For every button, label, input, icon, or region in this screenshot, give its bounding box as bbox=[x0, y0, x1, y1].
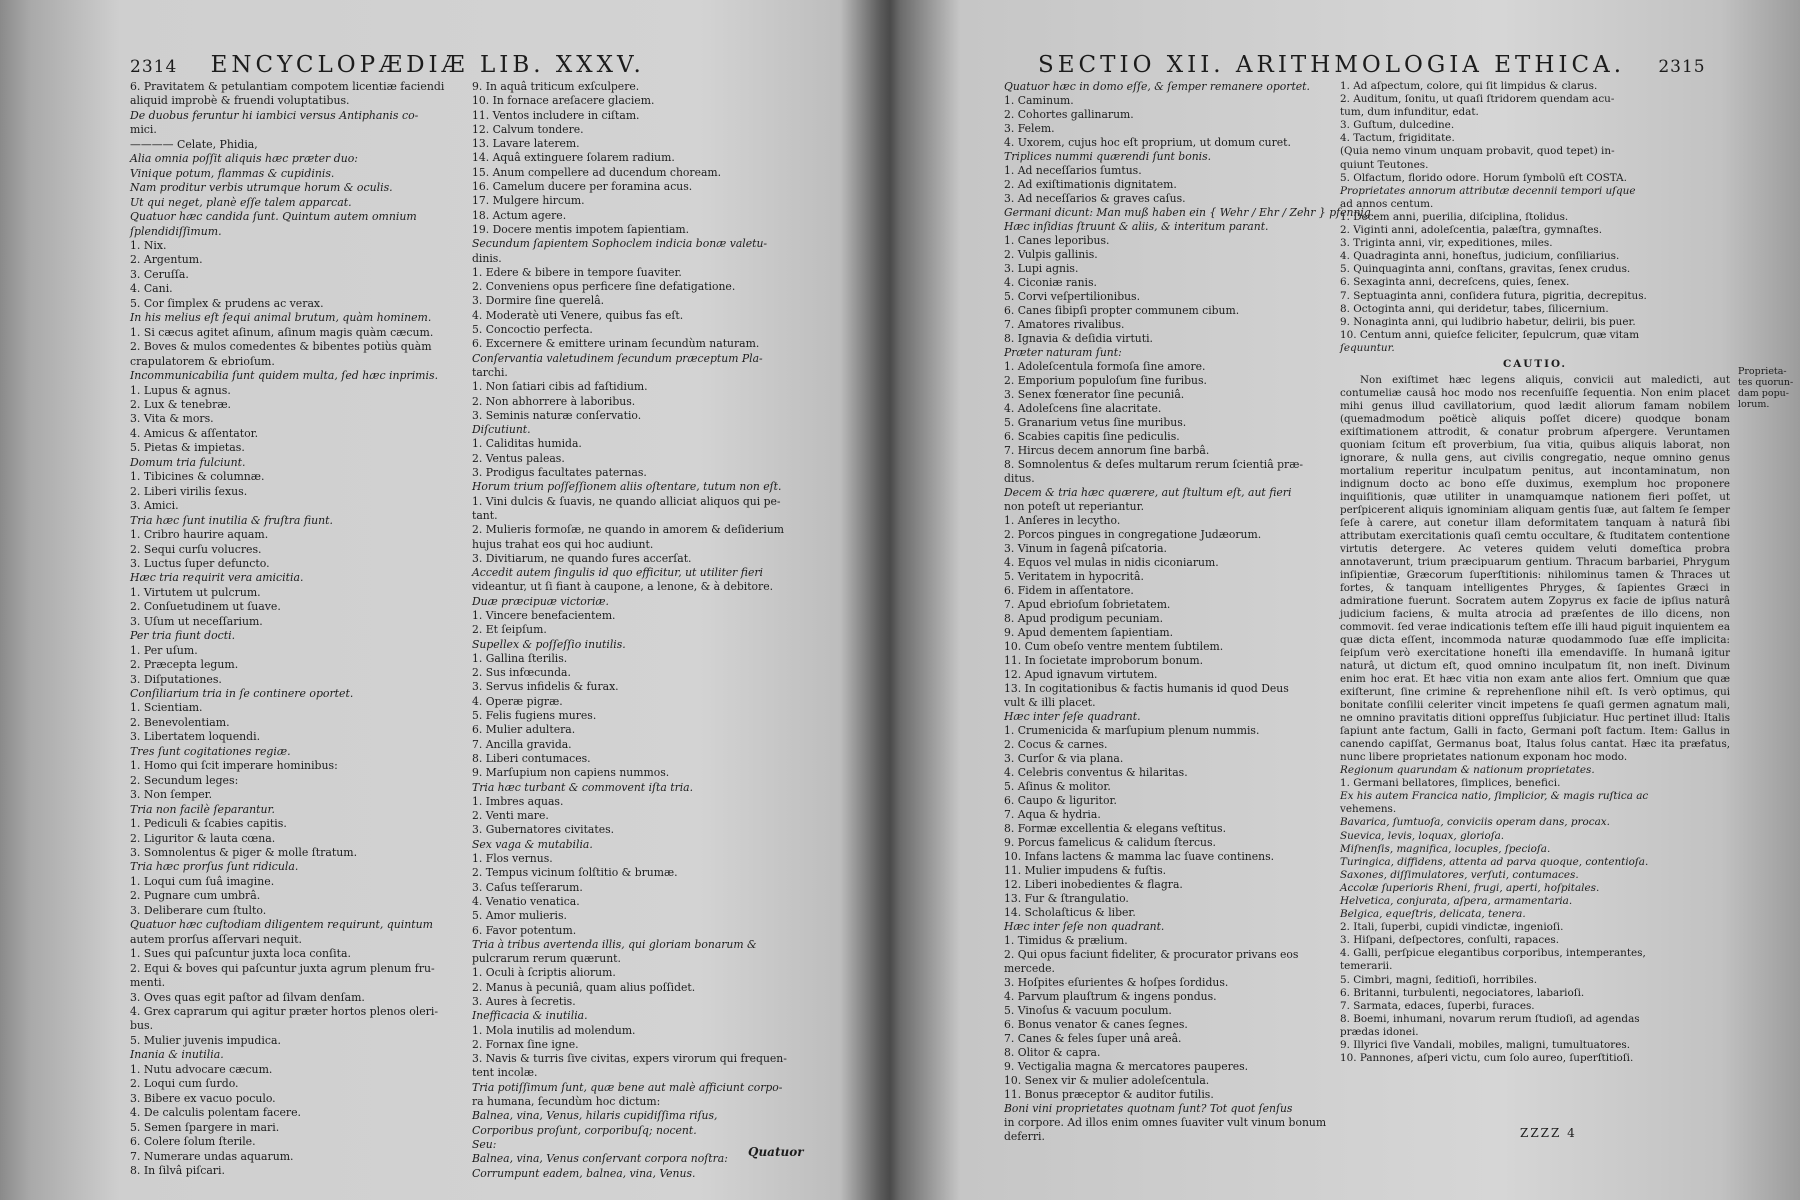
text-line: 1. Tibicines & columnæ. bbox=[130, 470, 265, 484]
text-line: 3. Bibere ex vacuo poculo. bbox=[130, 1091, 276, 1105]
text-line: 6. Fidem in aſſentatore. bbox=[1004, 584, 1134, 597]
text-line: 11. Mulier impudens & fuſtis. bbox=[1004, 864, 1167, 877]
catchword: Quatuor bbox=[748, 1145, 804, 1159]
text-line: 2. Tempus vicinum ſolſtitio & brumæ. bbox=[472, 866, 678, 880]
text-line: Tria hæc prorſus ſunt ridicula. bbox=[130, 860, 299, 874]
text-line: 1. Scientiam. bbox=[130, 701, 203, 715]
text-line: 5. Veritatem in hypocritâ. bbox=[1004, 570, 1144, 583]
text-line: 4. Galli, perſpicue elegantibus corporibus, intemperantes, bbox=[1340, 947, 1646, 960]
text-line: (Quia nemo vinum unquam probavit, quod tepet) in- bbox=[1340, 145, 1615, 158]
text-line: Alia omnia poſſit aliquis hæc præter duo: bbox=[130, 152, 358, 166]
text-line: 2. Benevolentiam. bbox=[130, 715, 230, 729]
text-line: ſequuntur. bbox=[1340, 341, 1395, 354]
text-line: Nam proditur verbis utrumque horum & oculis. bbox=[130, 181, 393, 195]
text-line: 1. Gallina ſterilis. bbox=[472, 651, 568, 665]
text-line: 5. Concoctio perfecta. bbox=[472, 323, 593, 337]
text-line: 6. Canes ſibipſi propter communem cibum. bbox=[1004, 304, 1240, 317]
text-line: 3. Lupi agnis. bbox=[1004, 262, 1079, 275]
cautio-title: CAUTIO. bbox=[1502, 357, 1568, 370]
text-line: 8. Olitor & capra. bbox=[1004, 1046, 1101, 1059]
text-line: Sex vaga & mutabilia. bbox=[472, 837, 593, 851]
text-line: 2. Sequi curſu volucres. bbox=[130, 542, 262, 556]
text-line: 2. Manus à pecuniâ, quam alius poſſidet. bbox=[472, 980, 696, 994]
text-line: 15. Anum compellere ad ducendum choream. bbox=[472, 165, 722, 179]
text-line: deferri. bbox=[1004, 1130, 1045, 1143]
text-line: Suevica, levis, loquax, glorioſa. bbox=[1340, 829, 1505, 842]
text-line: 1. Flos vernus. bbox=[472, 852, 553, 866]
text-line: 1. Edere & bibere in tempore ſuaviter. bbox=[472, 265, 682, 279]
text-line: Domum tria fulciunt. bbox=[130, 455, 246, 469]
text-line: 7. Ancilla gravida. bbox=[472, 737, 572, 751]
text-line: 10. Centum anni, quieſce feliciter, ſepulcrum, quæ vitam bbox=[1340, 328, 1640, 341]
text-line: Conſiliarium tria in ſe continere oportet. bbox=[130, 687, 354, 701]
text-line: Conſervantia valetudinem ſecundum præceptum Pla- bbox=[472, 351, 763, 365]
text-line: 8. Formæ excellentia & elegans veſtitus. bbox=[1004, 822, 1227, 835]
text-line: 8. Ignavia & deſidia virtuti. bbox=[1004, 332, 1153, 345]
text-line: dam popu- bbox=[1738, 388, 1789, 399]
text-line: 2. Non abhorrere à laboribus. bbox=[472, 394, 636, 408]
text-line: 3. Seminis naturæ conſervatio. bbox=[472, 408, 642, 422]
text-line: Tres ſunt cogitationes regiæ. bbox=[130, 744, 291, 758]
text-line: ad annos centum. bbox=[1340, 197, 1434, 210]
text-line: 3. Aures à ſecretis. bbox=[472, 995, 576, 1008]
text-line: 4. Adoleſcens ſine alacritate. bbox=[1004, 402, 1162, 415]
right-page bbox=[900, 0, 1800, 1200]
text-line: 9. Porcus famelicus & calidum ſtercus. bbox=[1004, 836, 1216, 849]
text-line: ditus. bbox=[1004, 472, 1035, 485]
text-line: 5. Corvi veſpertilionibus. bbox=[1004, 290, 1141, 303]
text-line: Tria à tribus avertenda illis, qui gloriam bonarum & bbox=[472, 937, 757, 951]
text-line: 7. Sarmata, edaces, ſuperbi, furaces. bbox=[1340, 999, 1535, 1012]
left-column-2 bbox=[472, 80, 812, 1181]
text-line: 10. Infans lactens & mamma lac ſuave continens. bbox=[1004, 850, 1275, 863]
text-line: non poteſt ut reperiantur. bbox=[1004, 500, 1145, 513]
text-line: 2. Cocus & carnes. bbox=[1004, 738, 1108, 751]
text-line: Balnea, vina, Venus, hilaris cupidiſſima riſus, bbox=[472, 1109, 718, 1123]
text-line: tes quorun- bbox=[1738, 377, 1794, 388]
text-line: 1. Timidus & prælium. bbox=[1004, 934, 1128, 947]
text-line: 1. Crumenicida & marſupium plenum nummis. bbox=[1004, 724, 1260, 737]
text-line: 5. Semen ſpargere in mari. bbox=[130, 1120, 280, 1134]
right-head-title: SECTIO XII. ARITHMOLOGIA ETHICA. bbox=[1038, 52, 1626, 78]
left-page bbox=[0, 0, 880, 1200]
text-line: Duæ præcipuæ victoriæ. bbox=[472, 594, 609, 608]
text-line: 8. In ſilvâ piſcari. bbox=[130, 1163, 225, 1177]
text-line: 7. Septuaginta anni, conſidera futura, pigritia, decrepitus. bbox=[1340, 289, 1647, 302]
text-line: 2. Et ſeipſum. bbox=[472, 623, 547, 637]
signature-mark: ZZZZ 4 bbox=[1520, 1126, 1577, 1140]
text-line: bus. bbox=[130, 1019, 154, 1033]
text-line: Corporibus proſunt, corporibuſq; nocent. bbox=[472, 1123, 697, 1137]
text-line: 4. Uxorem, cujus hoc eſt proprium, ut domum curet. bbox=[1004, 136, 1291, 149]
text-line: 1. Nix. bbox=[130, 238, 167, 252]
text-line: 4. Venatio venatica. bbox=[472, 894, 580, 908]
text-line: 1. Anſeres in lecytho. bbox=[1004, 514, 1121, 527]
text-line: Ex his autem Francica natio, ſimplicior, & magis ruſtica ac bbox=[1340, 790, 1649, 803]
text-line: 2. Fornax ſine igne. bbox=[472, 1037, 579, 1051]
text-line: 3. Diſputationes. bbox=[130, 672, 222, 686]
text-line: 2. Auditum, ſonitu, ut quaſi ſtridorem quendam acu- bbox=[1340, 93, 1615, 106]
text-line: 2. Argentum. bbox=[130, 253, 203, 267]
text-line: Saxones, diſſimulatores, verſuti, contumaces. bbox=[1340, 868, 1579, 881]
text-line: 5. Pietas & impietas. bbox=[130, 441, 245, 455]
text-line: 7. Apud ebrioſum ſobrietatem. bbox=[1004, 598, 1171, 611]
text-line: 5. Amor mulieris. bbox=[472, 909, 567, 923]
text-line: Miſnenſis, magnifica, locuples, ſpecioſa. bbox=[1340, 842, 1551, 855]
text-line: 2. Conveniens opus perficere ſine defatigatione. bbox=[472, 280, 736, 294]
text-line: 3. Deliberare cum ſtulto. bbox=[130, 903, 267, 917]
text-line: 2. Præcepta legum. bbox=[130, 658, 239, 672]
text-line: Balnea, vina, Venus conſervant corpora noſtra: bbox=[472, 1152, 728, 1166]
text-line: quiunt Teutones. bbox=[1340, 158, 1429, 171]
text-line: Horum trium poſſeſſionem aliis oſtentare, tutum non eſt. bbox=[472, 480, 782, 494]
nations-list bbox=[1340, 764, 1730, 1065]
text-line: 4. Tactum, frigiditate. bbox=[1340, 132, 1455, 145]
text-line: 5. Aſinus & molitor. bbox=[1004, 780, 1111, 793]
text-line: 4. Operæ pigræ. bbox=[472, 694, 563, 708]
text-line: tent incolæ. bbox=[472, 1066, 538, 1080]
text-line: 8. Apud prodigum pecuniam. bbox=[1004, 612, 1164, 625]
text-line: 6. Colere ſolum ſterile. bbox=[130, 1135, 256, 1149]
text-line: Vinique potum, flammas & cupidinis. bbox=[130, 166, 335, 180]
text-line: 19. Docere mentis impotem ſapientiam. bbox=[472, 222, 690, 236]
text-line: in corpore. Ad illos enim omnes ſuaviter vult vinum bonum bbox=[1004, 1116, 1327, 1129]
text-line: 11. In ſocietate improborum bonum. bbox=[1004, 654, 1204, 667]
text-line: 2. Mulieris formoſæ, ne quando in amorem & deſiderium bbox=[472, 523, 785, 537]
text-line: Tria hæc ſunt inutilia & fruſtra fiunt. bbox=[130, 513, 334, 527]
text-line: 1. Homo qui ſcit imperare hominibus: bbox=[130, 759, 338, 773]
text-line: tant. bbox=[472, 508, 498, 522]
text-line: 2. Venti mare. bbox=[472, 809, 549, 823]
text-line: 3. Vita & mors. bbox=[130, 412, 214, 426]
text-line: 7. Canes & feles ſuper unâ areâ. bbox=[1004, 1032, 1182, 1045]
left-column-1 bbox=[130, 80, 465, 1178]
text-line: 4. Moderatè uti Venere, quibus fas eſt. bbox=[472, 308, 684, 322]
text-line: 13. In cogitationibus & factis humanis id quod Deus bbox=[1004, 682, 1289, 695]
text-line: Inania & inutilia. bbox=[130, 1048, 224, 1062]
text-line: Quatuor hæc in domo eſſe, & ſemper remanere oportet. bbox=[1004, 80, 1310, 93]
text-line: 18. Actum agere. bbox=[472, 208, 567, 222]
text-line: Corrumpunt eadem, balnea, vina, Venus. bbox=[472, 1166, 696, 1180]
text-line: 3. Luctus ſuper defuncto. bbox=[130, 556, 270, 570]
right-column-2 bbox=[1340, 80, 1730, 1065]
text-line: dinis. bbox=[472, 251, 502, 265]
text-line: 1. Ad neceſſarios ſumtus. bbox=[1004, 164, 1142, 177]
text-line: Proprietates annorum attributæ decennii tempori uſque bbox=[1340, 184, 1636, 197]
text-line: 3. Caſus teſſerarum. bbox=[472, 880, 583, 894]
text-line: 3. Servus infidelis & furax. bbox=[472, 680, 619, 694]
text-line: 3. Ceruſſa. bbox=[130, 267, 189, 281]
text-line: 1. Vincere benefacientem. bbox=[472, 608, 616, 622]
text-line: 5. Quinquaginta anni, conſtans, gravitas, ſenex crudus. bbox=[1340, 263, 1631, 276]
text-line: ra humana, ſecundùm hoc dictum: bbox=[472, 1095, 661, 1109]
text-line: 7. Aqua & hydria. bbox=[1004, 808, 1101, 821]
text-line: aliquid improbè & fruendi voluptatibus. bbox=[130, 94, 350, 108]
text-line: lorum. bbox=[1738, 399, 1770, 410]
text-line: ———— Celate, Phidia, bbox=[130, 137, 258, 151]
text-line: Accolæ ſuperioris Rheni, frugi, aperti, hoſpitales. bbox=[1340, 881, 1600, 894]
text-line: 17. Mulgere hircum. bbox=[472, 194, 585, 208]
text-line: prædas idonei. bbox=[1340, 1025, 1419, 1038]
text-line: 4. Amicus & aſſentator. bbox=[130, 426, 259, 440]
text-line: 2. Pugnare cum umbrâ. bbox=[130, 889, 261, 903]
text-line: 6. Favor potentum. bbox=[472, 923, 577, 937]
text-line: menti. bbox=[130, 976, 166, 990]
text-line: 9. In aquâ triticum exſculpere. bbox=[472, 80, 640, 93]
text-line: 3. Curſor & via plana. bbox=[1004, 752, 1124, 765]
text-line: 1. Pediculi & ſcabies capitis. bbox=[130, 817, 287, 831]
text-line: 4. Ciconiæ ranis. bbox=[1004, 276, 1097, 289]
text-line: 8. Octoginta anni, qui deridetur, tabes, ſilicernium. bbox=[1340, 302, 1609, 315]
text-line: 2. Liberi virilis ſexus. bbox=[130, 484, 248, 498]
text-line: 1. Imbres aquas. bbox=[472, 794, 564, 808]
text-line: vehemens. bbox=[1340, 803, 1397, 816]
text-line: 8. Somnolentus & deſes multarum rerum ſcientiâ præ- bbox=[1004, 458, 1303, 471]
years-list bbox=[1340, 80, 1730, 355]
text-line: Tria hæc turbant & commovent iſta tria. bbox=[472, 780, 694, 794]
text-line: autem prorſus aſſervari nequit. bbox=[130, 932, 302, 946]
text-line: 9. Apud dementem ſapientiam. bbox=[1004, 626, 1174, 639]
text-line: 4. De calculis polentam facere. bbox=[130, 1106, 302, 1120]
cautio-text: Non exiſtimet hæc legens aliquis, convicii aut maledicti, aut contumeliæ causâ hoc modo nos recenſuiſſe ſequentia. Non enim placet mihi genus illud cavillatorium, quod lædit aliorum famam nobilem (quemadmodum poëticè aliquis poſſet dicere) quodque bonam exiſtimationem attrodit, & conatur probrum aſpergere. Veruntamen quoniam ſcitum eſt proverbium, ſua vitia, quibus aliquis laborat, non ignorare, & nulla gens, aut civilis congregatio, neque omnino genus mortalium reperitur inculpatum penitus, aut incontaminatum, non indignum docto ac bono eſſe duximus, exemplum hoc proponere inquiſitionis, quæ utiliter in unamquamque nationem fieri poſſet, ut perſpicerent aliquis ignominiam aliquam gentis ſuæ, aut ſaltem ſe ſemper ſeſe à carere, aut conetur illam deformitatem tanquam à naturâ ſibi attributam exercitationis quaſi cemtu occultare, & ſtuditatem contentione virtutis detergere. Ac veteres quidem veluti domeſtica probra annotaverunt, trium præcipuarum gentium. Thracum barbariei, Phrygum inſipientiæ, Græcorum ſuperſtitionis: nihilominus tamen & Thraces ut fortes, & tanquam intelligentes Phryges, & ſapientes Græci in admiratione fuerunt. Socratem autem Zopyrus ex facie de ipſius naturâ judicium faciens, & multa atrocia ad præſentes de illo dicens, non commovit. ſed verae indicationis teſtem eſſe illi haud piguit inquientem ea quæ dicta eſſent, incommoda naturæ quodammodo ſuæ eſſe implicita: ſeipſum verò exercitatione honeſti illa emendaviſſe. In humanâ igitur naturâ, ut dictum eſt, quod omnino inculpatum ſit, non ineſt. Divinum enim hoc erat. Et hæc vitia non exam ante alios fert. Omnium que quæ exiſterunt, ſine crimine & reprehenſione nihil eſt. Is verò optimus, qui bonitate conſilii celeriter vincit impetens ſe quaſi germen agnatum mali, ne omnino pravitatis ditioni oppreſſus ſubjiciatur. Huc pertinet illud: Italis ſapiunt ante factum, Galli in facto, Germani poſt factum. Item: Gallus in canendo capiſſat, Germanus boat, Italus ſolus cantat. Hæc ita præfatus, nunc libere proprietates nationum exponam hoc modo. bbox=[1340, 374, 1730, 764]
text-line: Quatuor hæc candida ſunt. Quintum autem omnium bbox=[130, 210, 417, 224]
text-line: 1. Mola inutilis ad molendum. bbox=[472, 1023, 636, 1037]
text-line: Hæc inter ſeſe non quadrant. bbox=[1004, 920, 1165, 933]
margin-note bbox=[1738, 366, 1793, 410]
text-line: 3. Triginta anni, vir, expeditiones, miles. bbox=[1340, 237, 1553, 250]
text-line: 11. Ventos includere in ciſtam. bbox=[472, 108, 640, 122]
text-line: Præter naturam ſunt: bbox=[1004, 346, 1122, 359]
text-line: 2. Qui opus faciunt fideliter, & procurator privans eos bbox=[1004, 948, 1299, 961]
text-line: 1. Vini dulcis & ſuavis, ne quando alliciat aliquos qui pe- bbox=[472, 494, 781, 508]
text-line: Accedit autem ſingulis id quo efficitur, ut utiliter fieri bbox=[472, 566, 763, 580]
text-line: 2. Loqui cum ſurdo. bbox=[130, 1077, 239, 1091]
text-line: 2. Ventus paleas. bbox=[472, 451, 565, 465]
right-running-head bbox=[1038, 52, 1706, 78]
text-line: 2. Porcos pingues in congregatione Judæorum. bbox=[1004, 528, 1262, 541]
text-line: Helvetica, conjurata, aſpera, armamentaria. bbox=[1340, 895, 1573, 907]
text-line: 6. Britanni, turbulenti, negociatores, labarioſi. bbox=[1340, 986, 1585, 999]
text-line: 3. Vinum in ſagenâ piſcatoria. bbox=[1004, 542, 1167, 555]
text-line: Turingica, diffidens, attenta ad parva quoque, contentioſa. bbox=[1340, 855, 1649, 868]
text-line: 2. Sus infœcunda. bbox=[472, 666, 571, 680]
text-line: 5. Granarium vetus ſine muribus. bbox=[1004, 416, 1187, 429]
text-line: videantur, ut ſi fiant à caupone, a lenone, & à debitore. bbox=[472, 580, 774, 594]
text-line: Belgica, equeſtris, delicata, tenera. bbox=[1340, 908, 1526, 921]
text-line: 3. Prodigus facultates paternas. bbox=[472, 466, 647, 480]
text-line: 4. Parvum plauſtrum & ingens pondus. bbox=[1004, 990, 1217, 1003]
text-line: 3. Uſum ut neceſſarium. bbox=[130, 614, 263, 628]
text-line: 12. Calvum tondere. bbox=[472, 122, 584, 136]
text-line: Supellex & poſſeſſio inutilis. bbox=[472, 637, 626, 651]
text-line: 14. Aquâ extinguere ſolarem radium. bbox=[472, 151, 675, 165]
text-line: 3. Ad neceſſarios & graves caſus. bbox=[1004, 192, 1186, 205]
text-line: 2. Secundum leges: bbox=[130, 773, 239, 787]
text-line: 1. Lupus & agnus. bbox=[130, 383, 231, 397]
left-page-number: 2314 bbox=[130, 57, 178, 77]
text-line: Inefficacia & inutilia. bbox=[472, 1009, 588, 1023]
text-line: 1. Cribro haurire aquam. bbox=[130, 528, 269, 542]
text-line: 1. Loqui cum ſuâ imagine. bbox=[130, 874, 275, 888]
text-line: 3. Libertatem loquendi. bbox=[130, 730, 261, 744]
text-line: Tria potiſſimum ſunt, quæ bene aut malè afficiunt corpo- bbox=[472, 1080, 783, 1094]
text-line: 4. Equos vel mulas in nidis ciconiarum. bbox=[1004, 556, 1219, 569]
text-line: 2. Itali, ſuperbi, cupidi vindictæ, ingenioſi. bbox=[1340, 921, 1564, 934]
text-line: 6. Sexaginta anni, decreſcens, quies, ſenex. bbox=[1340, 276, 1570, 289]
text-line: mici. bbox=[130, 123, 157, 137]
text-line: 2. Liguritor & lauta cœna. bbox=[130, 831, 276, 845]
text-line: 1. Caliditas humida. bbox=[472, 437, 582, 451]
text-line: Seu: bbox=[472, 1137, 497, 1151]
text-line: 1. Adoleſcentula formoſa ſine amore. bbox=[1004, 360, 1206, 373]
text-line: 12. Liberi inobedientes & flagra. bbox=[1004, 878, 1183, 891]
text-line: 5. Felis fugiens mures. bbox=[472, 709, 597, 723]
text-line: 13. Fur & ſtrangulatio. bbox=[1004, 892, 1129, 905]
text-line: Incommunicabilia ſunt quidem multa, ſed hæc inprimis. bbox=[130, 369, 439, 383]
text-line: 5. Cimbri, magni, ſeditioſi, horribiles. bbox=[1340, 973, 1537, 986]
text-line: 6. Excernere & emittere urinam ſecundùm naturam. bbox=[472, 337, 760, 351]
text-line: 3. Guſtum, dulcedine. bbox=[1340, 119, 1455, 132]
text-line: 8. Liberi contumaces. bbox=[472, 751, 591, 765]
text-line: 1. Non ſatiari cibis ad faſtidium. bbox=[472, 380, 648, 394]
left-running-head bbox=[130, 52, 645, 78]
text-line: 1. Oculi à ſcriptis aliorum. bbox=[472, 966, 616, 980]
text-line: 1. Virtutem ut pulcrum. bbox=[130, 585, 261, 599]
text-line: 2. Lux & tenebræ. bbox=[130, 397, 232, 411]
text-line: 5. Cor ſimplex & prudens ac verax. bbox=[130, 296, 324, 310]
text-line: tarchi. bbox=[472, 365, 508, 379]
text-line: 12. Apud ignavum virtutem. bbox=[1004, 668, 1158, 681]
text-line: 7. Hircus decem annorum ſine barbâ. bbox=[1004, 444, 1210, 457]
text-line: 2. Emporium populoſum ſine furibus. bbox=[1004, 374, 1207, 387]
text-line: Secundum ſapientem Sophoclem indicia bonæ valetu- bbox=[472, 237, 768, 251]
text-line: 9. Illyrici ſive Vandali, mobiles, maligni, tumultuatores. bbox=[1340, 1039, 1631, 1052]
text-line: 2. Ad exiſtimationis dignitatem. bbox=[1004, 178, 1177, 191]
text-line: 1. Si cæcus agitet aſinum, aſinum magis quàm cæcum. bbox=[130, 325, 434, 339]
text-line: 6. Scabies capitis ſine pediculis. bbox=[1004, 430, 1180, 443]
text-line: ſplendidiſſimum. bbox=[130, 224, 222, 238]
text-line: 2. Conſuetudinem ut ſuave. bbox=[130, 600, 281, 614]
text-line: 1. Germani bellatores, ſimplices, benefici. bbox=[1340, 777, 1561, 790]
text-line: Boni vini proprietates quotnam ſunt? Tot quot ſenſus bbox=[1004, 1102, 1293, 1115]
text-line: 11. Bonus præceptor & auditor futilis. bbox=[1004, 1088, 1214, 1101]
text-line: Hæc inter ſeſe quadrant. bbox=[1004, 710, 1141, 723]
text-line: 3. Gubernatores civitates. bbox=[472, 823, 615, 837]
text-line: hujus trahat eos qui hoc audiunt. bbox=[472, 537, 654, 551]
text-line: 6. Caupo & liguritor. bbox=[1004, 794, 1117, 807]
text-line: 5. Mulier juvenis impudica. bbox=[130, 1033, 281, 1047]
text-line: vult & illi placet. bbox=[1004, 696, 1096, 709]
text-line: 4. Grex caprarum qui agitur præter hortos plenos oleri- bbox=[130, 1005, 439, 1018]
text-line: 3. Senex fœnerator ſine pecuniâ. bbox=[1004, 388, 1185, 401]
text-line: 3. Amici. bbox=[130, 499, 179, 513]
text-line: Bavarica, ſumtuoſa, conviciis operam dans, procax. bbox=[1340, 816, 1610, 829]
text-line: 1. Canes leporibus. bbox=[1004, 234, 1110, 247]
text-line: 10. In fornace areſacere glaciem. bbox=[472, 94, 655, 108]
text-line: 3. Hoſpites eſurientes & hoſpes ſordidus. bbox=[1004, 976, 1229, 989]
text-line: 16. Camelum ducere per foramina acus. bbox=[472, 180, 693, 194]
text-line: 1. Sues qui paſcuntur juxta loca conſita. bbox=[130, 947, 351, 961]
text-line: 3. Oves quas egit paſtor ad ſilvam denſam. bbox=[130, 990, 365, 1004]
text-line: 1. Ad aſpectum, colore, qui ſit limpidus & clarus. bbox=[1340, 80, 1598, 92]
text-line: 13. Lavare laterem. bbox=[472, 137, 580, 151]
text-line: 6. Pravitatem & petulantiam compotem licentiæ faciendi bbox=[130, 80, 445, 93]
text-line: 3. Dormire ſine querelâ. bbox=[472, 294, 605, 308]
text-line: 4. Cani. bbox=[130, 282, 173, 296]
text-line: In his melius eſt ſequi animal brutum, quàm hominem. bbox=[130, 311, 432, 325]
text-line: 3. Navis & turris ſive civitas, expers virorum qui frequen- bbox=[472, 1052, 787, 1066]
text-line: 8. Boemi, inhumani, novarum rerum ſtudioſi, ad agendas bbox=[1340, 1012, 1640, 1025]
text-line: 7. Amatores rivalibus. bbox=[1004, 318, 1125, 331]
text-line: De duobus feruntur hi iambici versus Antiphanis co- bbox=[130, 108, 419, 122]
text-line: 3. Non ſemper. bbox=[130, 788, 213, 802]
text-line: 2. Viginti anni, adoleſcentia, palæſtra, gymnaſtes. bbox=[1340, 224, 1603, 237]
text-line: temerarii. bbox=[1340, 960, 1393, 973]
left-head-title: ENCYCLOPÆDIÆ LIB. XXXV. bbox=[210, 52, 645, 78]
text-line: 3. Somnolentus & piger & molle ſtratum. bbox=[130, 846, 358, 860]
text-line: 9. Marſupium non capiens nummos. bbox=[472, 766, 670, 780]
text-line: Decem & tria hæc quærere, aut ſtultum eſt, aut fieri bbox=[1004, 486, 1292, 499]
text-line: Per tria fiunt docti. bbox=[130, 629, 236, 643]
text-line: crapulatorem & ebrioſum. bbox=[130, 354, 275, 368]
text-line: 4. Celebris conventus & hilaritas. bbox=[1004, 766, 1188, 779]
text-line: 5. Olfactum, florido odore. Horum ſymbolū eſt COSTA. bbox=[1340, 171, 1627, 184]
text-line: 9. Nonaginta anni, qui ludibrio habetur, delirii, bis puer. bbox=[1340, 315, 1636, 328]
text-line: Triplices nummi quærendi ſunt bonis. bbox=[1004, 150, 1212, 163]
text-line: 2. Cohortes gallinarum. bbox=[1004, 108, 1134, 121]
text-line: 1. Decem anni, puerilia, diſciplina, ſtolidus. bbox=[1340, 210, 1569, 223]
text-line: 1. Caminum. bbox=[1004, 94, 1074, 107]
text-line: Diſcutiunt. bbox=[472, 423, 531, 437]
text-line: Hæc tria requirit vera amicitia. bbox=[130, 571, 304, 585]
text-line: Quatuor hæc cuſtodiam diligentem requirunt, quintum bbox=[130, 918, 433, 932]
text-line: 10. Senex vir & mulier adoleſcentula. bbox=[1004, 1074, 1210, 1087]
text-line: 3. Felem. bbox=[1004, 122, 1055, 135]
text-line: Hæc inſidias ſtruunt & aliis, & interitum parant. bbox=[1004, 220, 1269, 233]
text-line: 1. Nutu advocare cæcum. bbox=[130, 1062, 273, 1076]
text-line: 10. Cum obeſo ventre mentem ſubtilem. bbox=[1004, 640, 1224, 653]
text-line: Regionum quarundam & nationum proprietates. bbox=[1340, 764, 1595, 777]
text-line: tum, dum infunditur, edat. bbox=[1340, 106, 1479, 119]
text-line: 7. Numerare undas aquarum. bbox=[130, 1149, 294, 1163]
text-line: 9. Vectigalia magna & mercatores pauperes. bbox=[1004, 1060, 1249, 1073]
text-line: 14. Scholaſticus & liber. bbox=[1004, 906, 1136, 919]
text-line: pulcrarum rerum quærunt. bbox=[472, 952, 621, 966]
text-line: 4. Quadraginta anni, honeſtus, judicium, conſiliarius. bbox=[1340, 250, 1620, 263]
text-line: mercede. bbox=[1004, 962, 1055, 975]
text-line: Ut qui neget, planè eſſe talem apparcat. bbox=[130, 195, 352, 209]
text-line: 1. Per uſum. bbox=[130, 643, 198, 657]
text-line: 2. Vulpis gallinis. bbox=[1004, 248, 1098, 261]
text-line: Germani dicunt: Man muß haben ein { Wehr / Ehr / Zehr } pfennig. bbox=[1004, 206, 1375, 219]
text-line: Proprieta- bbox=[1738, 366, 1787, 377]
text-line: 10. Pannones, aſperi victu, cum ſolo aureo, ſuperſtitioſi. bbox=[1340, 1052, 1634, 1065]
text-line: 6. Mulier adultera. bbox=[472, 723, 576, 737]
text-line: Tria non facilè ſeparantur. bbox=[130, 802, 275, 816]
text-line: 6. Bonus venator & canes ſegnes. bbox=[1004, 1018, 1188, 1031]
text-line: 3. Divitiarum, ne quando fures accerſat. bbox=[472, 551, 692, 565]
text-line: 2. Equi & boves qui paſcuntur juxta agrum plenum fru- bbox=[130, 961, 435, 975]
text-line: 3. Hiſpani, deſpectores, conſulti, rapaces. bbox=[1340, 934, 1560, 947]
text-line: 2. Boves & mulos comedentes & bibentes potiùs quàm bbox=[130, 340, 432, 354]
right-page-number: 2315 bbox=[1658, 57, 1706, 77]
text-line: 5. Vinoſus & vacuum poculum. bbox=[1004, 1004, 1172, 1017]
